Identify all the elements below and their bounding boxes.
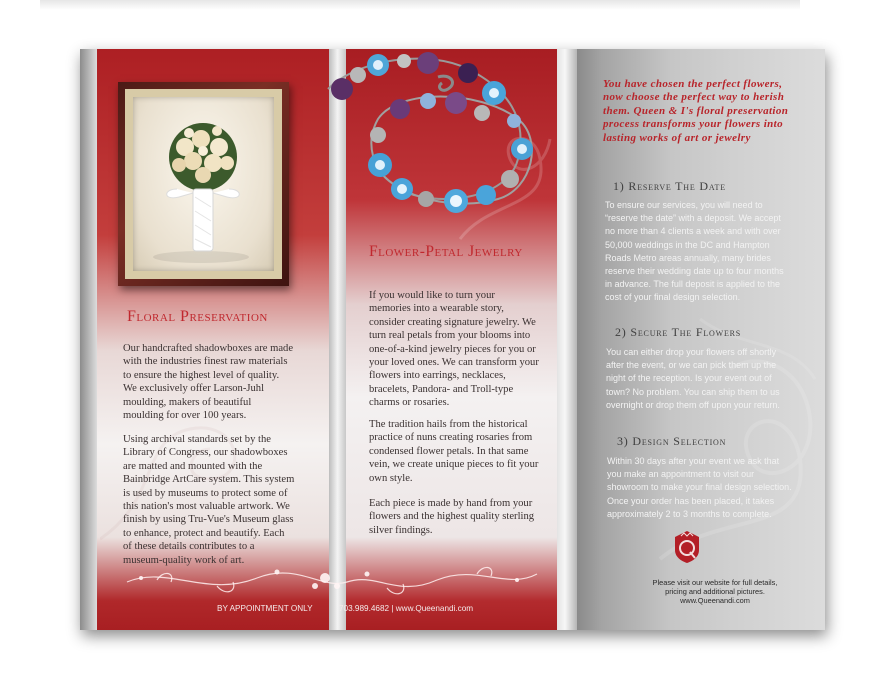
beaded-bracelet-photo	[318, 49, 558, 219]
frame-mat	[125, 89, 282, 279]
framed-bouquet-photo	[118, 82, 289, 286]
jewelry-para-1: If you would like to turn your memories into a wearable story, consider creating signature jewelry. We turn real petals from your blooms into one-of-a-kind jewelry pieces for you or your loved ones. We can transform your flowers into earrings, necklaces, bracelets, Pandora- and Troll-type charms or rosaries.	[369, 290, 539, 409]
section-reserve-date-title: 1) Reserve The Date	[613, 179, 726, 193]
beaded-bracelet-icon	[328, 52, 533, 213]
section-secure-flowers-text: You can either drop your flowers off shortly after the event, or we can pick them up the night of the reception. Is your event out of town? No problem. You can ship them to us overnight or drop them off upon your return.	[606, 347, 780, 410]
appointment-only-text: BY APPOINTMENT ONLY	[217, 604, 313, 613]
section-design-selection-text: Within 30 days after your event we ask that you make an appointment to visit our showroom to make your final design selection. Once your order has been placed, it takes approximately 2 to 3 months to complete.	[607, 456, 792, 519]
jewelry-para-3: Each piece is made by hand from your flowers and the highest quality sterling silver findings.	[369, 498, 535, 536]
section-design-selection-title: 3) Design Selection	[617, 434, 727, 448]
footer-contact: 703.989.4682 | www.Queenandi.com	[339, 604, 474, 613]
visit-website-note: Please visit our website for full details, pricing and additional pictures. www.Queenandi.com	[652, 578, 778, 605]
left-edge-shade	[80, 49, 97, 630]
intro-script-text: You have chosen the perfect flowers, now choose the perfect way to herish them. Queen & I's floral preservation process transforms your flowers into lasting works of art or jewelry	[603, 78, 789, 144]
section-secure-flowers-title: 2) Secure The Flowers	[615, 325, 742, 339]
floral-preservation-para-1: Our handcrafted shadowboxes are made with the industries finest raw materials to ensure the highest level of quality. We exclusively offer Larson-Juhl moulding, makers of beautiful moulding for over 100 years.	[123, 343, 294, 422]
section-reserve-date-text: To ensure our services, you will need to “reserve the date” with a deposit. We accept no more than 4 clients a week and with over 50,000 weddings in the DC and Hampton Roads Metro areas annually, many brides reserve their wedding date up to four months in advance. The full deposit is applied to the cost of your final design selection.	[605, 200, 784, 303]
jewelry-para-2: The tradition hails from the historical practice of nuns creating rosaries from condensed flower petals. In that same vein, we create unique pieces to fit your own style.	[369, 419, 539, 484]
floral-preservation-title: Floral Preservation	[127, 308, 268, 325]
top-edge-shadow	[40, 0, 800, 10]
floral-preservation-para-2: Using archival standards set by the Library of Congress, our shadowboxes are matted and mounted with the Bainbridge ArtCare system. This system is used by museums to protect some of this nation's most valuable artwork. We finish by using Tru-Vue's Museum glass to enhance, protect and beautify. Each of these details contributes to a museum-quality work of art.	[123, 434, 295, 566]
frame-backing	[133, 97, 274, 271]
flower-petal-jewelry-title: Flower-Petal Jewelry	[369, 243, 523, 260]
framed-bouquet-shadowbox-icon	[133, 97, 272, 271]
queen-and-i-monogram-logo-icon	[672, 530, 702, 564]
